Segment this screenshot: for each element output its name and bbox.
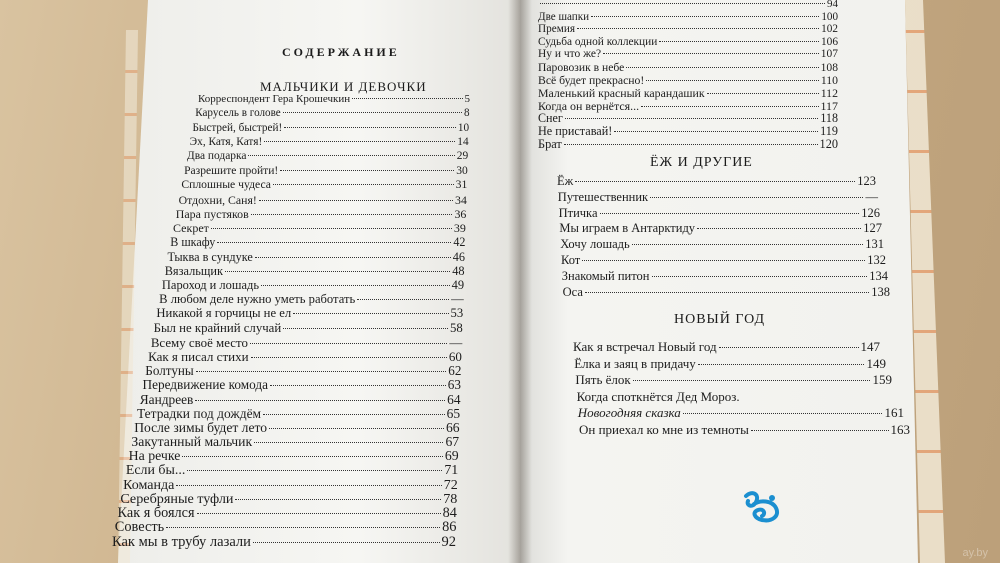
toc-entry-title: В шкафу xyxy=(170,235,216,250)
toc-page-number: 31 xyxy=(455,178,468,192)
toc-leader-dots xyxy=(707,93,819,94)
toc-leader-dots xyxy=(235,499,441,500)
toc-entry-title: Тыква в сундуке xyxy=(167,249,253,264)
toc-page-number: 123 xyxy=(857,174,876,188)
toc-entry-title: Ёж xyxy=(557,174,574,188)
toc-page-number: 10 xyxy=(457,121,470,134)
toc-entry-title: Болтуны xyxy=(145,363,194,379)
toc-leader-dots xyxy=(211,228,452,229)
toc-leader-dots xyxy=(251,357,447,358)
toc-page-number: 29 xyxy=(456,150,469,163)
toc-page-number: 131 xyxy=(865,237,884,252)
toc-leader-dots xyxy=(280,170,454,171)
toc-leader-dots xyxy=(659,41,819,42)
toc-page-number: 71 xyxy=(444,462,459,478)
toc-leader-dots xyxy=(650,197,863,198)
toc-page-number: 64 xyxy=(447,391,461,407)
toc-leader-dots xyxy=(273,184,454,185)
toc-page-number: 86 xyxy=(442,519,457,536)
toc-leader-dots xyxy=(564,144,818,145)
toc-page-number: 100 xyxy=(821,10,838,23)
toc-page-number: 161 xyxy=(884,405,904,420)
toc-entry xyxy=(184,164,468,177)
toc-leader-dots xyxy=(633,380,871,381)
toc-leader-dots xyxy=(269,428,444,429)
toc-entry-title: Знакомый питон xyxy=(561,268,650,283)
toc-page-number: 120 xyxy=(819,136,838,151)
toc-leader-dots xyxy=(182,456,443,457)
toc-entry-title: Закутанный мальчик xyxy=(131,434,253,450)
toc-leader-dots xyxy=(719,347,859,348)
toc-page-number: 119 xyxy=(820,124,838,138)
toc-page-number: — xyxy=(449,334,463,350)
toc-entry xyxy=(538,0,838,10)
toc-leader-dots xyxy=(255,257,451,258)
toc-entry-title: Маленький красный карандашик xyxy=(538,86,705,101)
toc-leader-dots xyxy=(632,244,863,245)
toc-page-number: 78 xyxy=(443,491,458,508)
toc-page-number: 108 xyxy=(820,61,838,74)
toc-leader-dots xyxy=(283,328,448,329)
toc-entry xyxy=(538,74,838,87)
toc-entry-title: Быстрей, быстрей! xyxy=(192,121,283,134)
toc-entry-title: Команда xyxy=(123,476,175,493)
toc-entry-title: Как я боялся xyxy=(117,505,195,522)
toc-entry xyxy=(574,356,886,372)
toc-entry xyxy=(538,11,838,23)
toc-leader-dots xyxy=(751,430,889,431)
toc-entry-title: Паровозик в небе xyxy=(538,61,625,74)
toc-entry xyxy=(558,190,878,205)
toc-page-number: 46 xyxy=(452,249,466,264)
toc-page-number: 62 xyxy=(448,363,462,379)
toc-entry xyxy=(198,93,470,105)
toc-leader-dots xyxy=(261,285,450,286)
toc-page-number: 126 xyxy=(861,205,880,220)
toc-leader-dots xyxy=(293,313,448,314)
toc-page-number: 66 xyxy=(446,420,460,436)
toc-entry-title: Всё будет прекрасно! xyxy=(538,73,645,87)
toc-page-number: 92 xyxy=(441,533,456,550)
toc-page-number: 110 xyxy=(820,73,838,87)
toc-page-number: 102 xyxy=(821,23,838,36)
toc-leader-dots xyxy=(585,292,869,293)
toc-leader-dots xyxy=(196,371,447,372)
toc-entry xyxy=(176,207,467,222)
toc-page-number: 149 xyxy=(866,355,886,371)
toc-entry xyxy=(165,264,465,279)
toc-entry-title: Судьба одной коллекции xyxy=(538,35,658,48)
toc-entry-title: Когда споткнётся Дед Мороз. xyxy=(576,388,740,404)
toc-page-number: 5 xyxy=(464,93,470,106)
toc-entry-title: Вязальщик xyxy=(164,263,223,278)
toc-leader-dots xyxy=(263,414,445,415)
toc-entry-title: Путешественник xyxy=(557,189,649,204)
toc-page-number: 138 xyxy=(871,284,890,299)
toc-entry-title: Карусель в голове xyxy=(195,107,281,120)
toc-leader-dots xyxy=(176,485,441,486)
toc-leader-dots xyxy=(600,213,860,214)
toc-entry-title: Кот xyxy=(561,253,581,267)
toc-page-number: 60 xyxy=(448,348,462,364)
toc-page-number: 84 xyxy=(442,505,457,522)
toc-entry-title: Передвижение комода xyxy=(142,377,269,393)
toc-entry xyxy=(195,107,469,119)
toc-entry xyxy=(187,150,468,162)
toc-leader-dots xyxy=(652,276,868,277)
toc-entry xyxy=(159,292,464,307)
toc-entry-title: Никакой я горчицы не ел xyxy=(156,306,292,321)
toc-entry xyxy=(154,321,463,336)
toc-leader-dots xyxy=(591,16,819,17)
toc-leader-dots xyxy=(698,364,865,365)
toc-entry xyxy=(538,61,838,74)
toc-entry-title: Яандреев xyxy=(139,391,194,407)
toc-leader-dots xyxy=(264,141,455,142)
toc-entry-title: Не приставай! xyxy=(538,124,613,138)
watermark: ay.by xyxy=(962,547,988,559)
toc-entry-title: Мы играем в Антарктиду xyxy=(559,221,696,236)
toc-entry-title: Разрешите пройти! xyxy=(184,164,279,178)
toc-page-number: 8 xyxy=(463,107,470,120)
toc-entry xyxy=(578,405,904,421)
toc-leader-dots xyxy=(540,3,825,4)
toc-leader-dots xyxy=(250,343,447,344)
toc-entry-title: Корреспондент Гера Крошечкин xyxy=(198,93,351,106)
toc-page-number: 65 xyxy=(446,405,461,421)
toc-page-number: 39 xyxy=(453,221,466,236)
toc-leader-dots xyxy=(697,228,861,229)
toc-leader-dots xyxy=(357,299,449,300)
toc-page-number: 132 xyxy=(867,253,886,267)
toc-entry-title: Две шапки xyxy=(538,10,590,23)
toc-entry xyxy=(112,534,456,551)
toc-entry-title: Секрет xyxy=(173,221,209,236)
toc-page-number: 118 xyxy=(820,111,838,126)
toc-page-number: — xyxy=(451,292,464,307)
toc-entry-title: Был не крайний случай xyxy=(153,320,282,335)
toc-leader-dots xyxy=(603,53,819,54)
toc-entry-title: Тетрадки под дождём xyxy=(136,405,262,421)
toc-entry xyxy=(577,389,898,405)
toc-entry-title: Снег xyxy=(538,111,563,126)
toc-leader-dots xyxy=(646,80,819,81)
toc-leader-dots xyxy=(582,260,865,261)
toc-page-number: 163 xyxy=(890,421,910,437)
toc-entry-title: На речке xyxy=(128,448,181,464)
toc-entry-title: Оса xyxy=(562,284,583,299)
toc-leader-dots xyxy=(217,242,451,243)
toc-entry xyxy=(538,48,838,60)
toc-leader-dots xyxy=(577,28,819,29)
toc-page-number: 106 xyxy=(820,35,838,48)
toc-entry-title: В любом деле нужно уметь работать xyxy=(159,292,356,307)
toc-entry-title: Всему своё место xyxy=(150,334,248,350)
toc-entry-title: Как я встречал Новый год xyxy=(573,339,717,354)
toc-entry-title: Сплошные чудеса xyxy=(181,178,271,192)
toc-entry-title: Пять ёлок xyxy=(575,372,631,387)
toc-page-number: 42 xyxy=(453,235,466,250)
section-title-new-year: НОВЫЙ ГОД xyxy=(674,312,766,327)
toc-entry xyxy=(573,339,880,355)
toc-entry xyxy=(538,137,838,152)
toc-entry xyxy=(538,36,838,48)
toc-entry xyxy=(560,237,884,252)
toc-entry-title: Пароход и лошадь xyxy=(161,277,260,292)
toc-leader-dots xyxy=(254,442,443,443)
toc-page-number: 127 xyxy=(863,221,882,236)
toc-leader-dots xyxy=(197,513,441,514)
toc-page-number: 49 xyxy=(451,277,465,292)
toc-entry-title: Премия xyxy=(538,23,576,36)
toc-entry xyxy=(190,136,469,148)
toc-page-number: 48 xyxy=(452,263,465,278)
section-title-boys-girls: МАЛЬЧИКИ И ДЕВОЧКИ xyxy=(260,79,427,94)
toc-page-number: 147 xyxy=(860,339,880,354)
toc-page-number: 69 xyxy=(444,448,459,464)
toc-entry-title: Серебряные туфли xyxy=(120,491,234,508)
toc-entry-title: Новогодняя сказка xyxy=(577,405,681,420)
toc-entry xyxy=(173,221,466,236)
publisher-logo-icon xyxy=(742,490,786,524)
toc-page-number: — xyxy=(865,189,878,204)
toc-entry-title: Ёлка и заяц в придачу xyxy=(574,355,696,371)
toc-page-number: 72 xyxy=(443,476,458,493)
toc-leader-dots xyxy=(251,214,453,215)
toc-page-number: 117 xyxy=(820,98,838,113)
toc-leader-dots xyxy=(253,542,440,543)
toc-leader-dots xyxy=(641,106,818,107)
toc-entry xyxy=(557,174,876,189)
toc-leader-dots xyxy=(187,470,442,471)
toc-entry-title: Он приехал ко мне из темноты xyxy=(579,421,749,437)
toc-page-number: 30 xyxy=(456,164,468,178)
toc-entry xyxy=(563,285,890,300)
toc-page-number: 63 xyxy=(447,377,461,393)
toc-entry xyxy=(559,221,882,236)
toc-entry-title: Ну и что же? xyxy=(538,48,602,61)
toc-leader-dots xyxy=(352,98,462,99)
toc-leader-dots xyxy=(225,271,450,272)
toc-page-number: 107 xyxy=(820,48,838,61)
toc-entry-title: Эх, Катя, Катя! xyxy=(189,135,263,148)
section-title-hedgehog: ЁЖ И ДРУГИЕ xyxy=(650,155,753,170)
toc-entry xyxy=(579,422,910,438)
toc-entry xyxy=(179,193,467,208)
toc-entry-title: Хочу лошадь xyxy=(560,237,630,252)
toc-page-number: 134 xyxy=(869,268,888,283)
toc-page-number: 67 xyxy=(445,434,460,450)
toc-leader-dots xyxy=(283,112,462,113)
toc-leader-dots xyxy=(683,413,883,414)
book-gutter xyxy=(508,0,532,563)
toc-page-number: 14 xyxy=(457,135,469,148)
toc-entry-title: Пара пустяков xyxy=(175,206,249,221)
toc-leader-dots xyxy=(270,385,446,386)
toc-entry xyxy=(156,306,463,321)
toc-leader-dots xyxy=(614,131,818,132)
toc-entry-title: Как я писал стихи xyxy=(148,348,249,364)
toc-entry-title: Отдохни, Саня! xyxy=(178,192,257,207)
toc-leader-dots xyxy=(195,400,445,401)
toc-entry xyxy=(181,178,467,191)
toc-page-number: 94 xyxy=(827,0,838,10)
toc-page-number: 36 xyxy=(454,206,467,221)
toc-entry xyxy=(170,235,465,250)
toc-entry-title: После зимы будет лето xyxy=(134,420,268,436)
toc-entry-title: Брат xyxy=(538,136,562,151)
toc-leader-dots xyxy=(626,67,818,68)
toc-leader-dots xyxy=(259,200,453,201)
toc-page-number: 53 xyxy=(450,306,464,321)
toc-page-number: 159 xyxy=(872,372,892,387)
toc-entry-title: Совесть xyxy=(114,519,165,536)
toc-entry xyxy=(559,206,880,221)
toc-leader-dots xyxy=(166,527,440,528)
toc-page-number: 58 xyxy=(449,320,463,335)
toc-entry-title: Птичка xyxy=(558,205,598,220)
toc-entry-title: Два подарка xyxy=(186,150,247,163)
toc-entry xyxy=(167,250,465,265)
contents-title: СОДЕРЖАНИЕ xyxy=(282,45,400,59)
toc-entry-title: Если бы... xyxy=(125,462,186,478)
toc-entry xyxy=(162,278,464,293)
toc-entry xyxy=(561,253,886,268)
toc-leader-dots xyxy=(575,181,855,182)
toc-page-number: 34 xyxy=(455,192,467,207)
toc-page-number: 112 xyxy=(820,86,838,101)
toc-entry-title: Как мы в трубу лазали xyxy=(112,533,251,550)
toc-entry xyxy=(538,23,838,35)
toc-leader-dots xyxy=(284,127,456,128)
toc-entry xyxy=(562,269,888,284)
toc-entry xyxy=(575,372,892,388)
toc-leader-dots xyxy=(565,118,818,119)
toc-entry xyxy=(192,122,469,134)
toc-leader-dots xyxy=(248,155,454,156)
toc-entry-title: Когда он вернётся... xyxy=(538,98,640,113)
